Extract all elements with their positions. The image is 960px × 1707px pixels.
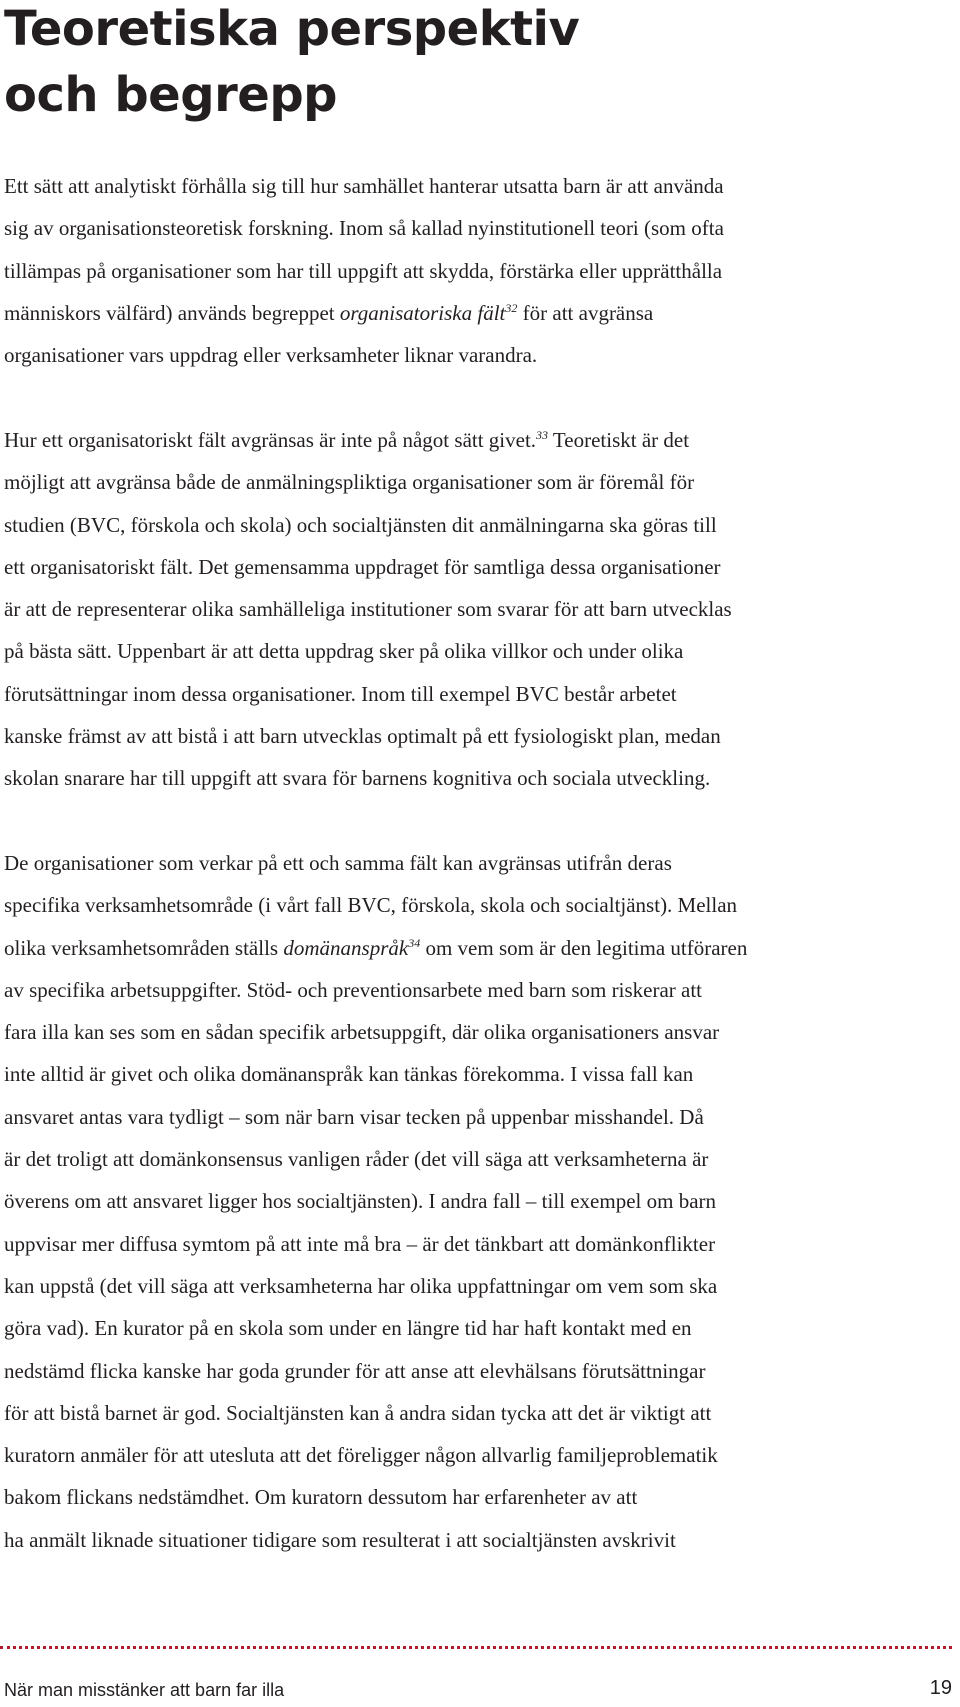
text-run: av specifika arbetsuppgifter. Stöd- och preventionsarbete med barn som riskerar att [4,977,703,1002]
text-run: förutsättningar inom dessa organisationer. Inom till exempel BVC består arbetet [4,681,677,706]
text-run: olika verksamhetsområden ställs [4,935,284,960]
text-line [4,1223,954,1265]
text-line [4,1265,954,1307]
text-run: på bästa sätt. Uppenbart är att detta uppdrag sker på olika villkor och under olika [4,639,684,664]
text-run: är det troligt att domänkonsensus vanligen råder (det vill säga att verksamheterna är [4,1147,709,1172]
text-line [4,334,954,376]
page-title-line-2: och begrepp [4,67,338,123]
footer-publication-title: När man misstänker att barn far illa [4,1680,285,1700]
italic-term: domänanspråk [283,935,409,960]
text-run: för att avgränsa [517,300,654,325]
text-line [4,419,954,461]
text-line [4,1350,954,1392]
text-run: nedstämd flicka kanske har goda grunder för att anse att elevhälsans förutsättningar [4,1358,706,1383]
text-line [4,546,954,588]
text-line [4,1053,954,1095]
text-run: organisationer vars uppdrag eller verksamheter liknar varandra. [4,343,538,368]
text-line [4,588,954,630]
text-run: fara illa kan ses som en sådan specifik arbetsuppgift, där olika organisationers ansvar [4,1020,720,1045]
paragraph-3 [4,842,954,1561]
text-line [4,715,954,757]
text-line [4,1519,954,1561]
text-line [4,969,954,1011]
text-line [4,1180,954,1222]
paragraph-2 [4,419,954,800]
text-line [4,504,954,546]
text-run: skolan snarare har till uppgift att svara för barnens kognitiva och sociala utveckling. [4,766,711,791]
text-line [4,884,954,926]
text-line [4,1096,954,1138]
text-line [4,1011,954,1053]
text-run: kan uppstå (det vill säga att verksamheterna har olika uppfattningar om vem som ska [4,1273,718,1298]
text-run: Hur ett organisatoriskt fält avgränsas är inte på något sätt givet. [4,428,537,452]
text-line [4,757,954,799]
text-line [4,461,954,503]
text-run: specifika verksamhetsområde (i vårt fall BVC, förskola, skola och socialtjänst). Mellan [4,893,738,918]
page-number: 19 [929,1677,952,1699]
text-line [4,673,954,715]
text-line [4,1307,954,1349]
text-line [4,292,954,334]
text-line [4,165,954,207]
text-run: Teoretiskt är det [548,428,690,452]
footnote-ref: 33 [536,428,549,442]
text-run: Ett sätt att analytiskt förhålla sig till hur samhället hanterar utsatta barn är att använda [4,174,724,198]
text-run: studien (BVC, förskola och skola) och socialtjänsten dit anmälningarna ska göras till [4,512,717,537]
text-run: kuratorn anmäler för att utesluta att det föreligger någon allvarlig familjeproblematik [4,1443,718,1468]
text-run: överens om att ansvaret ligger hos socialtjänsten). I andra fall – till exempel om barn [4,1189,717,1214]
text-line [4,927,954,969]
text-run: kanske främst av att bistå i att barn utvecklas optimalt på ett fysiologiskt plan, medan [4,724,721,749]
text-line [4,207,954,249]
page-title [4,0,579,128]
text-run: uppvisar mer diffusa symtom på att inte må bra – är det tänkbart att domänkonflikter [4,1231,716,1256]
text-run: ett organisatoriskt fält. Det gemensamma uppdraget för samtliga dessa organisationer [4,554,721,579]
page-title-line-1: Teoretiska perspektiv [4,1,580,57]
text-run: ha anmält liknade situationer tidigare som resulterat i att socialtjänsten avskrivit [4,1527,676,1552]
footer-dotted-rule [0,1646,952,1649]
text-run: sig av organisationsteoretisk forskning. Inom så kallad nyinstitutionell teori (som ofta [4,216,724,241]
footnote-ref: 34 [408,935,421,950]
footnote-ref: 32 [505,300,518,315]
text-run: människors välfärd) används begreppet [4,300,340,325]
text-run: göra vad). En kurator på en skola som under en längre tid har haft kontakt med en [4,1316,692,1341]
italic-term: organisatoriska fält [339,300,506,325]
text-line [4,1476,954,1518]
paragraph-1 [4,165,954,376]
text-line [4,630,954,672]
text-line [4,1138,954,1180]
text-run: inte alltid är givet och olika domänanspråk kan tänkas förekomma. I vissa fall kan [4,1062,694,1087]
text-line [4,1392,954,1434]
text-run: bakom flickans nedstämdhet. Om kuratorn dessutom har erfarenheter av att [4,1485,638,1510]
text-run: De organisationer som verkar på ett och samma fält kan avgränsas utifrån deras [4,851,672,875]
text-line [4,842,954,884]
text-run: möjligt att avgränsa både de anmälningspliktiga organisationer som är föremål för [4,470,695,495]
text-run: tillämpas på organisationer som har till uppgift att skydda, förstärka eller upprätthålla [4,258,723,283]
text-run: för att bistå barnet är god. Socialtjänsten kan å andra sidan tycka att det är viktigt att [4,1400,712,1425]
text-run: ansvaret antas vara tydligt – som när barn visar tecken på uppenbar misshandel. Då [4,1104,704,1129]
text-line [4,250,954,292]
text-run: är att de representerar olika samhälleliga institutioner som svarar för att barn utvecklas [4,597,732,622]
text-run: om vem som är den legitima utföraren [420,935,748,960]
text-line [4,1434,954,1476]
